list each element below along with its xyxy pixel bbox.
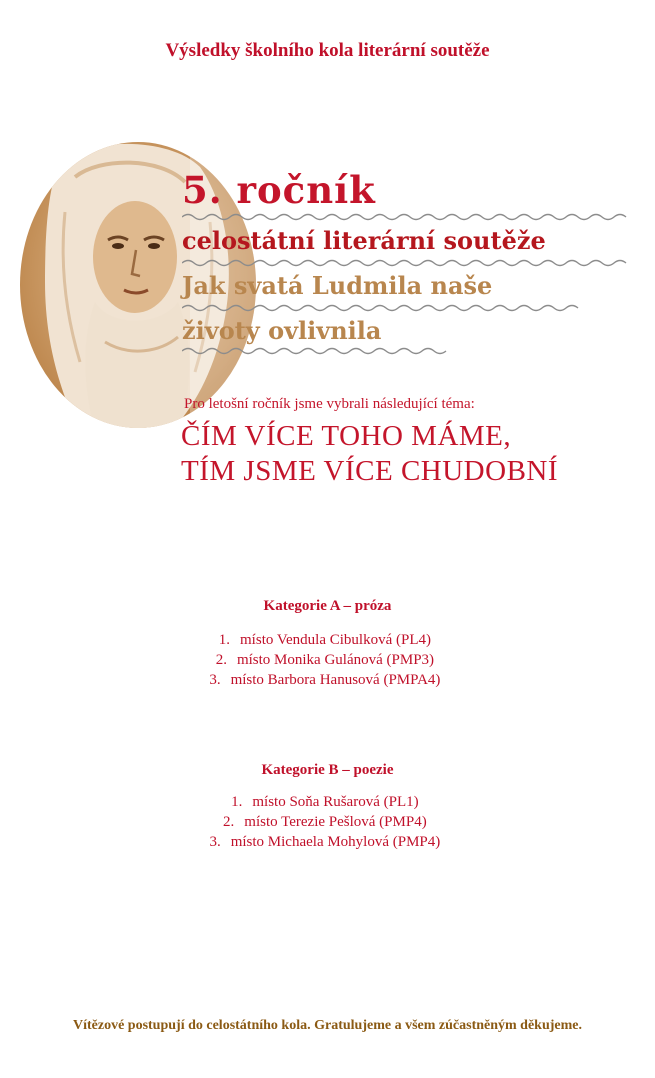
wave-divider — [182, 346, 454, 356]
footer-note: Vítězové postupují do celostátního kola. Gratulujeme a všem zúčastněným děkujeme. — [72, 1018, 583, 1033]
list-item: 3. místo Barbora Hanusová (PMPA4) — [209, 672, 441, 688]
poster-headline-competition: celostátní literární soutěže — [182, 226, 546, 255]
list-item: 1. místo Soňa Rušarová (PL1) — [231, 794, 419, 810]
wave-divider — [182, 258, 632, 268]
category-a-winners — [0, 630, 647, 690]
wave-divider — [182, 303, 582, 313]
poster-headline-subject-end: životy ovlivnila — [182, 316, 382, 345]
list-item: 3. místo Michaela Mohylová (PMP4) — [209, 834, 441, 850]
poster-headline-year: 5. ročník — [182, 168, 376, 212]
list-item: 2. místo Terezie Pešlová (PMP4) — [223, 814, 427, 830]
document-title: Výsledky školního kola literární soutěže — [165, 40, 490, 61]
wave-divider — [182, 212, 632, 222]
poster-headline-subject: Jak svatá Ludmila naše — [182, 271, 493, 300]
category-a-heading: Kategorie A – próza — [263, 598, 392, 614]
list-item: 2. místo Monika Gulánová (PMP3) — [215, 652, 435, 668]
category-b-heading: Kategorie B – poezie — [261, 762, 394, 778]
theme-intro: Pro letošní ročník jsme vybrali následující téma: — [184, 396, 475, 412]
list-item: 1. místo Vendula Cibulková (PL4) — [218, 632, 431, 648]
theme-line-2: TÍM JSME VÍCE CHUDOBNÍ — [181, 455, 559, 487]
theme-line-1: ČÍM VÍCE TOHO MÁME, — [181, 420, 512, 452]
category-b-winners — [0, 792, 647, 852]
